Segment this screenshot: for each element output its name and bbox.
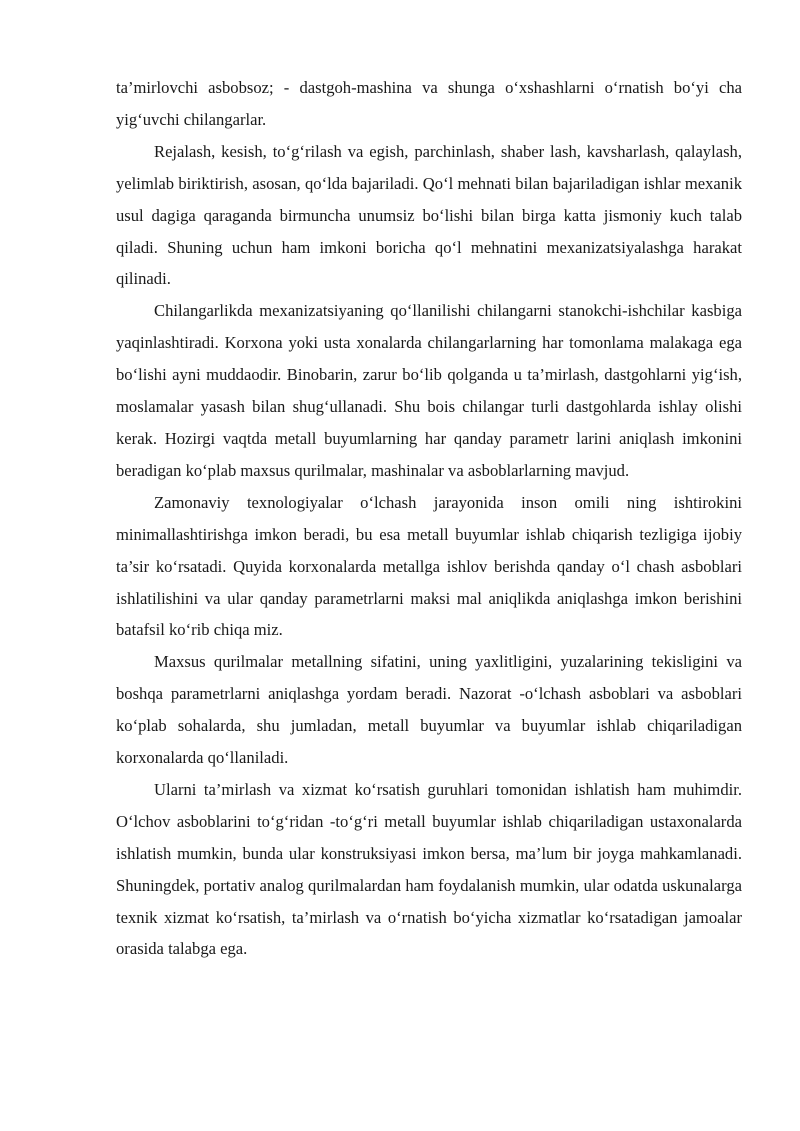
paragraph-2: Rejalash, kesish, to‘g‘rilash va egish, parchinlash, shaber lash, kavsharlash, qalaylash, yelimlab biriktirish, asosan, qo‘lda bajariladi. Qo‘l mehnati bilan bajariladigan ishlar mexanik usul dagiga qaraganda birmuncha unumsiz bo‘lishi bilan birga katta jismoniy kuch talab qiladi. Shuning uchun ham imkoni boricha qo‘l mehnatini mexanizatsiyalashga harakat qilinadi.: [116, 141, 742, 289]
paragraph-1: ta’mirlovchi asbobsoz; - dastgoh-mashina va shunga o‘xshashlarni o‘rnatish bo‘yi cha yig‘uvchi chilangarlar.: [116, 78, 742, 129]
paragraph-6: Ularni ta’mirlash va xizmat ko‘rsatish guruhlari tomonidan ishlatish ham muhimdir. O‘lchov asboblarini to‘g‘ridan -to‘g‘ri metall buyumlar ishlab chiqariladigan ustaxonalarda ishlatish mumkin, bunda ular konstruksiyasi imkon bersa, ma’lum bir joyga mahkamlanadi. Shuningdek, portativ analog qurilmalardan ham foydalanish mumkin, ular odatda uskunalarga texnik xizmat ko‘rsatish, ta’mirlash va o‘rnatish bo‘yicha xizmatlar ko‘rsatadigan jamoalar orasida talabga ega.: [116, 779, 742, 959]
paragraph-4: Zamonaviy texnologiyalar o‘lchash jarayonida inson omili ning ishtirokini minimallashtirishga imkon beradi, bu esa metall buyumlar ishlab chiqarish tezligiga ijobiy ta’sir ko‘rsatadi. Quyida korxonalarda metallga ishlov berishda qanday o‘l chash asboblari ishlatilishini va ular qanday parametrlarni maksi mal aniqlikda aniqlashga imkon berishini batafsil ko‘rib chiqa miz.: [116, 492, 742, 640]
body-text: [116, 72, 742, 965]
paragraph-5: Maxsus qurilmalar metallning sifatini, uning yaxlitligini, yuzalarining tekisligini va boshqa parametrlarni aniqlashga yordam beradi. Nazorat -o‘lchash asboblari va asboblari ko‘plab sohalarda, shu jumladan, metall buyumlar va buyumlar ishlab chiqariladigan korxonalarda qo‘llaniladi.: [116, 652, 742, 768]
paragraph-3: Chilangarlikda mexanizatsiyaning qo‘llanilishi chilangarni stanokchi-ishchilar kasbiga yaqinlashtiradi. Korxona yoki usta xonalarda chilangarlarning har tomonlama malakaga ega bo‘lishi ayni muddaodir. Binobarin, zarur bo‘lib qolganda u ta’mirlash, dastgohlarni yig‘ish, moslamalar yasash bilan shug‘ullanadi. Shu bois chilangar turli dastgohlarda ishlay olishi kerak. Hozirgi vaqtda metall buyumlarning har qanday parametr larini aniqlash imkonini beradigan ko‘plab maxsus qurilmalar, mashinalar va asboblarlarning mavjud.: [116, 301, 742, 480]
